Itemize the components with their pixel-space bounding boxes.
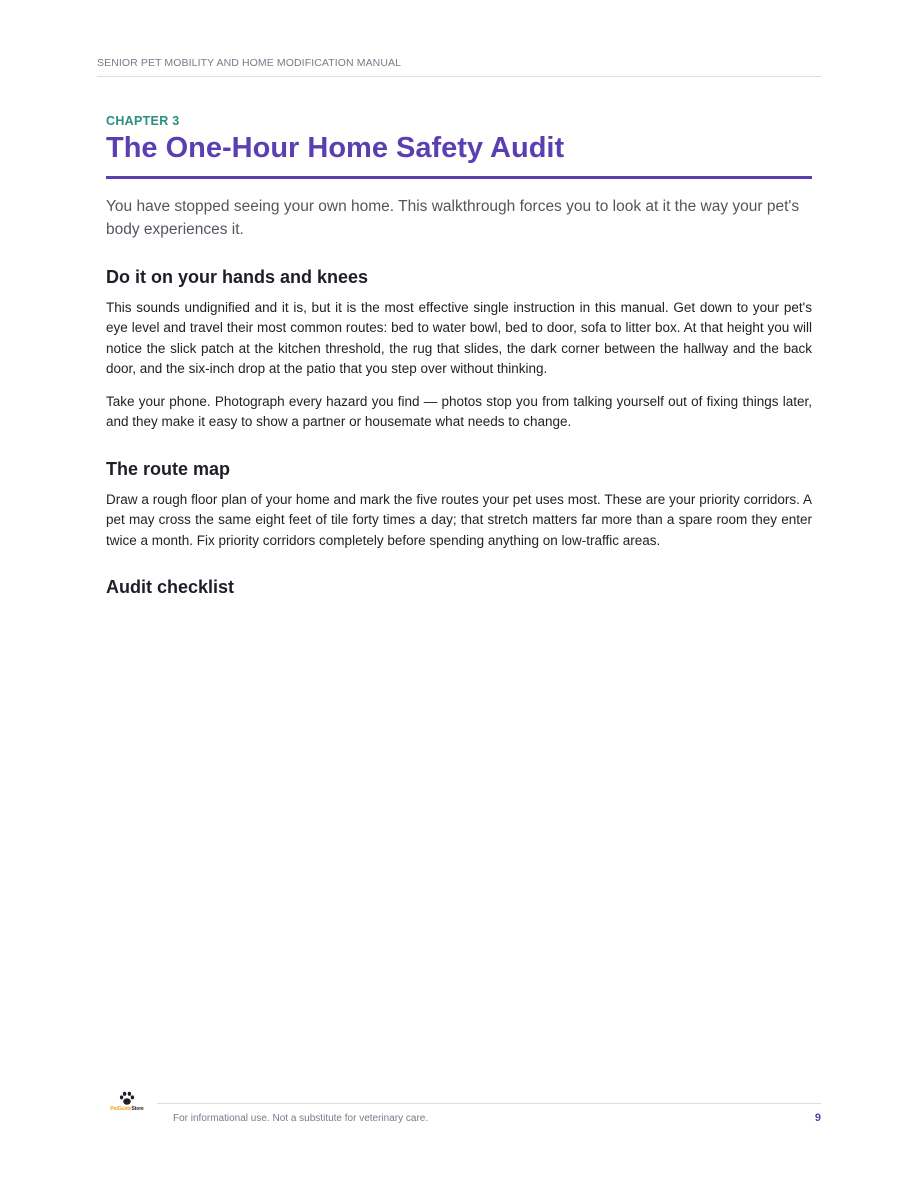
page-number: 9 bbox=[814, 1112, 821, 1124]
section-audit-checklist bbox=[106, 577, 812, 599]
chapter-label: CHAPTER 3 bbox=[106, 114, 180, 128]
logo-wordmark: PetGuideStore bbox=[110, 1106, 144, 1112]
paw-icon bbox=[119, 1091, 135, 1106]
running-header: SENIOR PET MOBILITY AND HOME MODIFICATION MANUAL bbox=[97, 57, 821, 77]
brand-logo bbox=[106, 1091, 148, 1112]
footer-divider bbox=[157, 1103, 821, 1104]
section-heading: Audit checklist bbox=[106, 577, 235, 598]
section-heading: Do it on your hands and knees bbox=[106, 267, 369, 288]
section-heading: The route map bbox=[106, 458, 231, 479]
body-paragraph: Draw a rough floor plan of your home and mark the five routes your pet uses most. These are your priority corridors. A pet may cross the same eight feet of tile forty times a day; that stretch matters far more than a spare room they enter twice a month. Fix priority corridors completely before spending anything on low-traffic areas. bbox=[106, 491, 812, 548]
chapter-lead: You have stopped seeing your own home. This walkthrough forces you to look at it the way your pet's body experiences it. bbox=[106, 198, 800, 239]
footer-disclaimer: For informational use. Not a substitute for veterinary care. bbox=[173, 1113, 429, 1124]
body-paragraph: Take your phone. Photograph every hazard you find — photos stop you from talking yourself out of fixing things later, and they make it easy to show a partner or housemate what needs to change. bbox=[106, 393, 812, 430]
main-content bbox=[106, 114, 812, 608]
body-paragraph: This sounds undignified and it is, but it is the most effective single instruction in this manual. Get down to your pet's eye level and travel their most common routes: bed to water bowl, bed to door, sofa to litter box. At that height you will notice the slick patch at the kitchen threshold, the rug that slides, the dark corner between the hallway and the back door, and the six-inch drop at the patio that you step over without thinking. bbox=[106, 299, 812, 377]
chapter-title: The One-Hour Home Safety Audit bbox=[106, 132, 812, 179]
section-hands-and-knees bbox=[106, 267, 812, 433]
section-route-map bbox=[106, 459, 812, 551]
